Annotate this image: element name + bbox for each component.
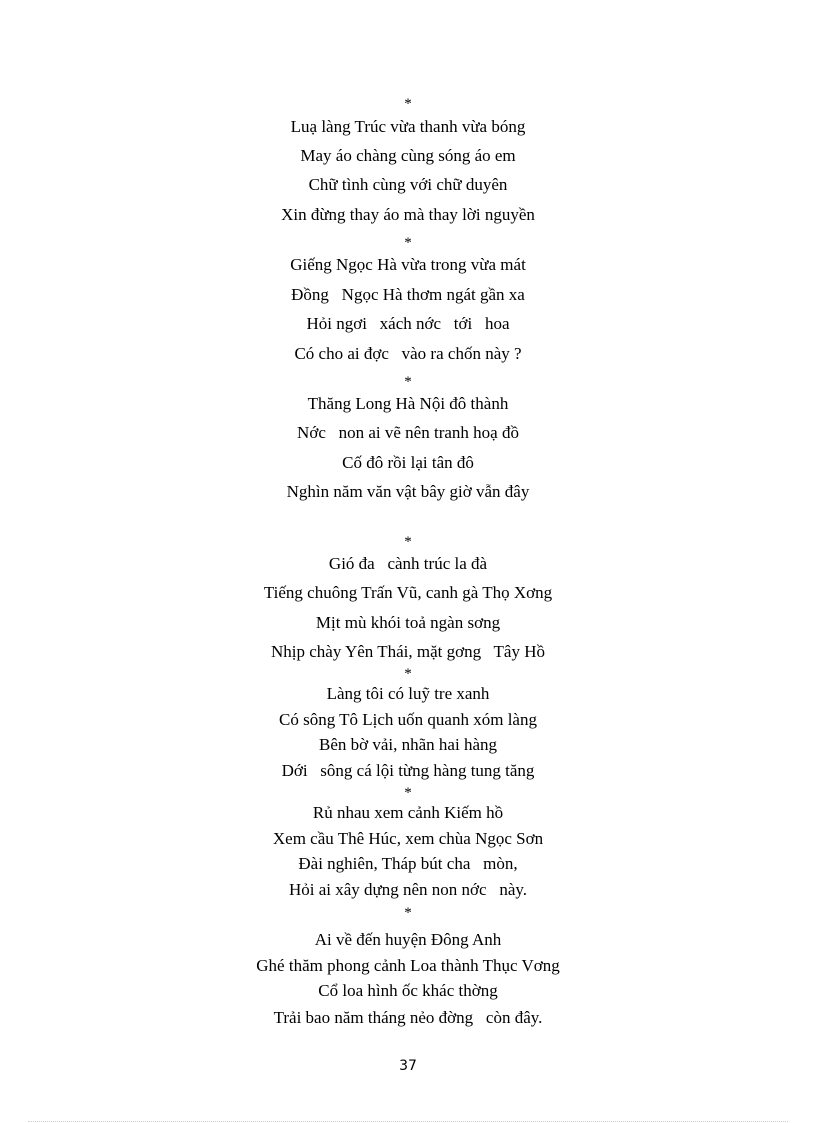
stanza-6-marker: * [404, 785, 412, 801]
stanza-1-line-3: Chữ tình cùng với chữ duyên [308, 175, 508, 194]
stanza-1-line-1: Luạ làng Trúc vừa thanh vừa bóng [290, 117, 526, 136]
stanza-6-line-2: Xem cầu Thê Húc, xem chùa Ngọc Sơn [272, 829, 544, 848]
stanza-7-marker: * [404, 905, 412, 921]
stanza-5-line-3: Bên bờ vải, nhãn hai hàng [318, 735, 497, 754]
stanza-3-line-3: Cố đô rồi lại tân đô [342, 453, 474, 472]
stanza-7-line-3: Cổ loa hình ốc khác thờng [318, 981, 498, 1000]
stanza-7-line-4: Trải bao năm tháng nẻo đờng còn đây. [273, 1008, 543, 1027]
stanza-3-marker: * [404, 374, 412, 390]
stanza-3-line-1: Thăng Long Hà Nội đô thành [307, 394, 509, 413]
stanza-4-line-1: Gió đa cành trúc la đà [328, 554, 488, 573]
stanza-3-line-4: Nghìn năm văn vật bây giờ vẫn đây [286, 482, 530, 501]
stanza-2-marker: * [404, 235, 412, 251]
stanza-2-line-3: Hỏi ngơi xách nớc tới hoa [306, 314, 510, 333]
stanza-2-line-1: Giếng Ngọc Hà vừa trong vừa mát [290, 255, 526, 274]
page-bottom-edge [28, 1121, 788, 1122]
stanza-1-line-2: May áo chàng cùng sóng áo em [300, 146, 516, 165]
stanza-4-line-2: Tiếng chuông Trấn Vũ, canh gà Thọ Xơng [263, 583, 553, 602]
stanza-5-line-4: Dới sông cá lội từng hàng tung tăng [281, 761, 535, 780]
stanza-4-marker: * [404, 534, 412, 550]
stanza-2-line-4: Có cho ai đợc vào ra chốn này ? [294, 344, 522, 363]
stanza-5-line-2: Có sông Tô Lịch uốn quanh xóm làng [279, 710, 537, 729]
stanza-6-line-1: Rủ nhau xem cảnh Kiếm hồ [312, 803, 504, 822]
page-number: 37 [399, 1058, 417, 1074]
stanza-7-line-2: Ghé thăm phong cảnh Loa thành Thục Vơng [256, 956, 560, 975]
stanza-4-line-3: Mịt mù khói toả ngàn sơng [315, 613, 501, 632]
stanza-6-line-3: Đài nghiên, Tháp bút cha mòn, [298, 854, 518, 873]
stanza-5-line-1: Làng tôi có luỹ tre xanh [326, 684, 490, 703]
stanza-3-line-2: Nớc non ai vẽ nên tranh hoạ đồ [297, 423, 519, 442]
stanza-5-marker: * [404, 666, 412, 682]
stanza-7-line-1: Ai về đến huyện Đông Anh [314, 930, 502, 949]
stanza-2-line-2: Đồng Ngọc Hà thơm ngát gần xa [291, 285, 525, 304]
stanza-6-line-4: Hỏi ai xây dựng nên non nớc này. [288, 880, 528, 899]
stanza-1-line-4: Xin đừng thay áo mà thay lời nguyền [281, 205, 535, 224]
stanza-1-marker: * [404, 96, 412, 112]
stanza-4-line-4: Nhịp chày Yên Thái, mặt gơng Tây Hồ [270, 642, 545, 661]
